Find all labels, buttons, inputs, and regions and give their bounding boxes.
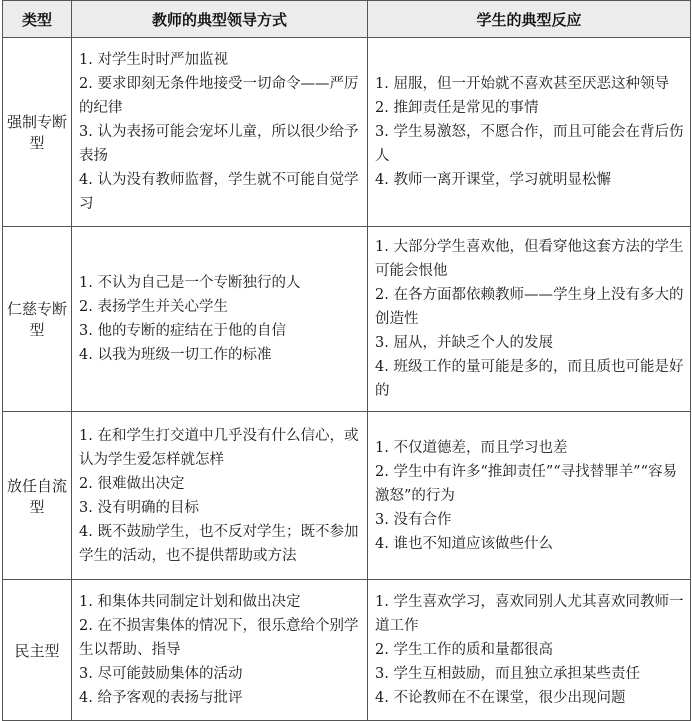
leadership-style-table xyxy=(2,0,691,721)
list-item: 3. 没有明确的目标 xyxy=(79,499,199,516)
list-item: 1. 对学生时时严加监视 xyxy=(79,52,228,68)
list-item: 4. 谁也不知道应该做些什么 xyxy=(375,535,553,552)
list-item: 1. 不认为自己是一个专断独行的人 xyxy=(79,275,301,291)
student-cell xyxy=(368,38,691,227)
list-item: 2. 在不损害集体的情况下，很乐意给个别学生以帮助、指导 xyxy=(79,618,359,658)
leader-cell xyxy=(72,412,368,580)
list-item: 1. 屈服，但一开始就不喜欢甚至厌恶这种领导 xyxy=(375,76,669,92)
table-row xyxy=(3,38,691,227)
list-item: 2. 推卸责任是常见的事情 xyxy=(375,100,539,116)
list-item: 4. 给予客观的表扬与批评 xyxy=(79,690,243,706)
list-item: 1. 不仅道德差，而且学习也差 xyxy=(375,439,568,456)
list-item: 1. 大部分学生喜欢他，但看穿他这套方法的学生可能会恨他 xyxy=(375,239,684,279)
list-item: 2. 学生中有许多“推卸责任”“寻找替罪羊”“容易激怒”的行为 xyxy=(375,463,678,504)
student-cell xyxy=(368,227,691,412)
header-row xyxy=(3,1,691,38)
list-item: 1. 和集体共同制定计划和做出决定 xyxy=(79,594,301,610)
list-item: 2. 要求即刻无条件地接受一切命令——严厉的纪律 xyxy=(79,76,359,116)
type-cell: 民主型 xyxy=(3,580,72,721)
list-item: 2. 表扬学生并关心学生 xyxy=(79,299,228,315)
list-item: 2. 在各方面都依赖教师——学生身上没有多大的创造性 xyxy=(375,287,684,327)
leader-cell xyxy=(72,580,368,721)
list-item: 1. 在和学生打交道中几乎没有什么信心，或认为学生爱怎样就怎样 xyxy=(79,427,359,468)
header-teacher-leadership: 教师的典型领导方式 xyxy=(72,1,368,38)
list-item: 4. 不论教师在不在课堂，很少出现问题 xyxy=(375,690,626,706)
list-item: 4. 教师一离开课堂，学习就明显松懈 xyxy=(375,172,611,188)
leader-cell xyxy=(72,38,368,227)
table-row xyxy=(3,227,691,412)
leader-cell xyxy=(72,227,368,412)
list-item: 3. 学生互相鼓励，而且独立承担某些责任 xyxy=(375,666,640,682)
type-cell: 放任自流型 xyxy=(3,412,72,580)
student-cell xyxy=(368,580,691,721)
student-cell xyxy=(368,412,691,580)
list-item: 3. 没有合作 xyxy=(375,511,452,528)
table-row xyxy=(3,580,691,721)
table-row xyxy=(3,412,691,580)
list-item: 2. 学生工作的质和量都很高 xyxy=(375,642,553,658)
list-item: 4. 以我为班级一切工作的标准 xyxy=(79,347,272,363)
list-item: 4. 班级工作的量可能是多的，而且质也可能是好的 xyxy=(375,359,684,399)
list-item: 3. 屈从，并缺乏个人的发展 xyxy=(375,335,553,351)
list-item: 3. 他的专断的症结在于他的自信 xyxy=(79,323,286,339)
list-item: 2. 很难做出决定 xyxy=(79,475,185,492)
list-item: 4. 认为没有教师监督，学生就不可能自觉学习 xyxy=(79,172,359,212)
type-cell: 强制专断型 xyxy=(3,38,72,227)
list-item: 1. 学生喜欢学习，喜欢同别人尤其喜欢同教师一道工作 xyxy=(375,594,684,634)
list-item: 4. 既不鼓励学生，也不反对学生；既不参加学生的活动，也不提供帮助或方法 xyxy=(79,523,359,564)
type-cell: 仁慈专断型 xyxy=(3,227,72,412)
header-student-reaction: 学生的典型反应 xyxy=(368,1,691,38)
list-item: 3. 尽可能鼓励集体的活动 xyxy=(79,666,243,682)
header-type: 类型 xyxy=(3,1,72,38)
list-item: 3. 认为表扬可能会宠坏儿童，所以很少给予表扬 xyxy=(79,124,359,164)
list-item: 3. 学生易激怒，不愿合作，而且可能会在背后伤人 xyxy=(375,124,684,164)
